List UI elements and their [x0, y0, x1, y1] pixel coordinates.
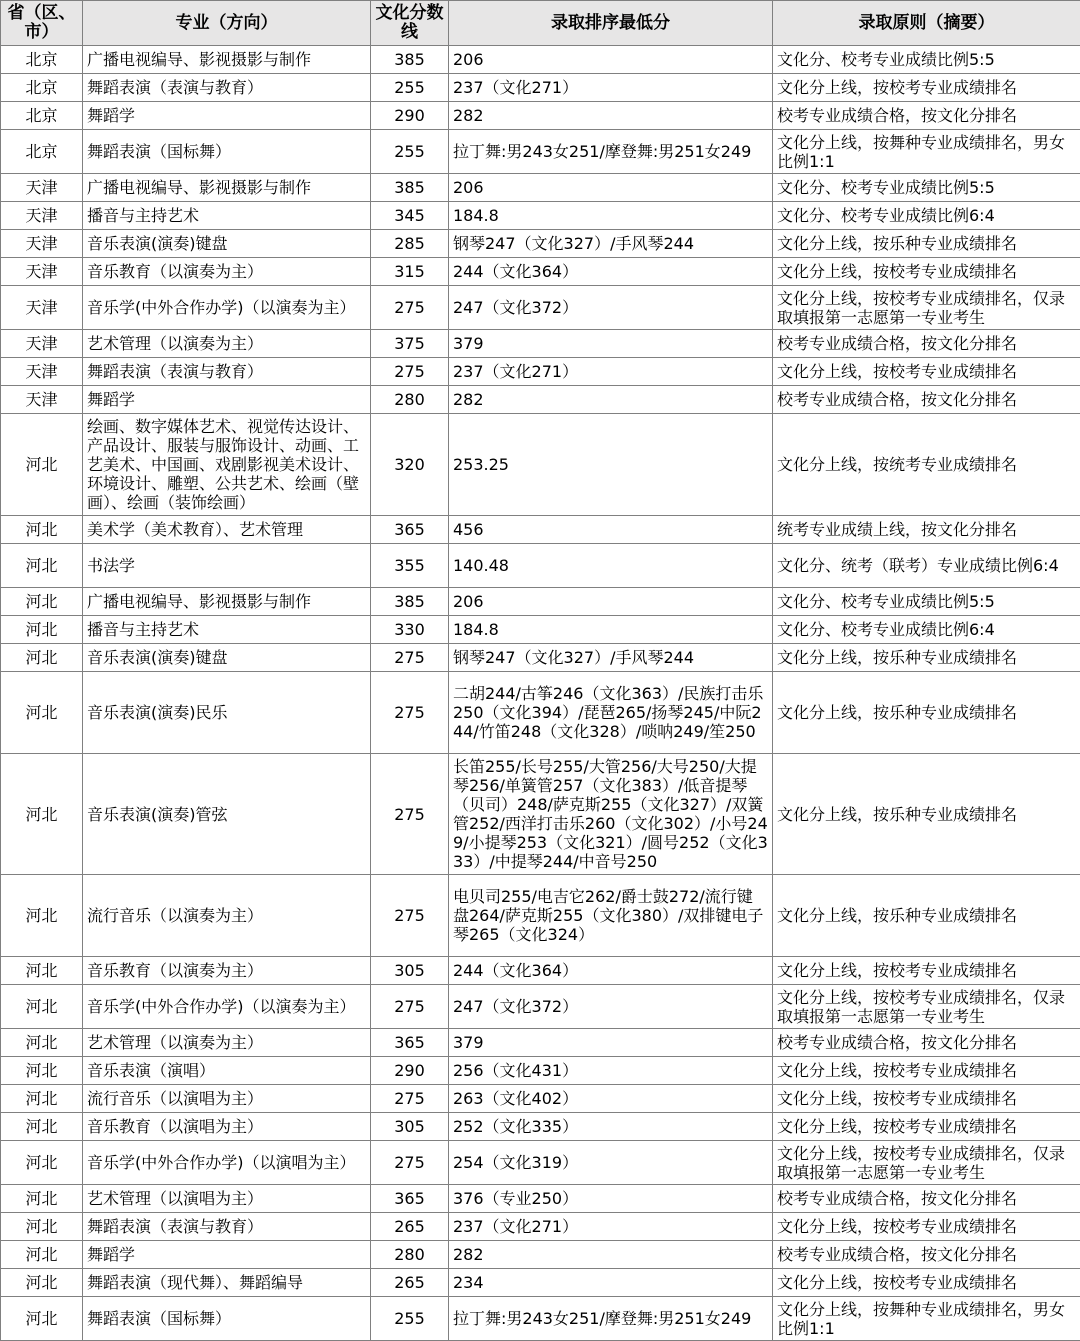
table-row [1, 516, 1080, 544]
cell-min-score: 140.48 [449, 544, 773, 588]
cell-principle: 校考专业成绩合格，按文化分排名 [773, 330, 1080, 358]
cell-min-score: 252（文化335） [449, 1113, 773, 1141]
cell-principle: 文化分上线，按舞种专业成绩排名，男女比例1:1 [773, 1297, 1080, 1341]
cell-major: 播音与主持艺术 [83, 202, 371, 230]
header-major: 专业（方向） [83, 1, 371, 46]
table-row [1, 672, 1080, 754]
cell-cutoff: 275 [371, 672, 449, 754]
cell-principle: 文化分上线，按校考专业成绩排名 [773, 258, 1080, 286]
cell-province: 河北 [1, 588, 83, 616]
cell-major: 广播电视编导、影视摄影与制作 [83, 174, 371, 202]
cell-min-score: 拉丁舞:男243女251/摩登舞:男251女249 [449, 1297, 773, 1341]
cell-principle: 文化分上线，按校考专业成绩排名 [773, 957, 1080, 985]
cell-cutoff: 280 [371, 386, 449, 414]
cell-cutoff: 290 [371, 102, 449, 130]
cell-cutoff: 275 [371, 985, 449, 1029]
table-row [1, 1113, 1080, 1141]
table-row [1, 616, 1080, 644]
cell-cutoff: 385 [371, 46, 449, 74]
cell-major: 舞蹈表演（国标舞） [83, 130, 371, 174]
cell-min-score: 256（文化431） [449, 1057, 773, 1085]
cell-cutoff: 355 [371, 544, 449, 588]
cell-principle: 文化分上线，按校考专业成绩排名 [773, 74, 1080, 102]
cell-principle: 校考专业成绩合格，按文化分排名 [773, 1029, 1080, 1057]
cell-major: 音乐学(中外合作办学)（以演奏为主） [83, 985, 371, 1029]
cell-major: 舞蹈学 [83, 386, 371, 414]
cell-province: 河北 [1, 1297, 83, 1341]
cell-major: 流行音乐（以演奏为主） [83, 875, 371, 957]
cell-province: 北京 [1, 102, 83, 130]
cell-major: 音乐学(中外合作办学)（以演唱为主） [83, 1141, 371, 1185]
table-row [1, 330, 1080, 358]
cell-province: 北京 [1, 74, 83, 102]
table-row [1, 985, 1080, 1029]
table-row [1, 1029, 1080, 1057]
cell-cutoff: 280 [371, 1241, 449, 1269]
cell-cutoff: 365 [371, 1185, 449, 1213]
cell-principle: 文化分、校考专业成绩比例5:5 [773, 588, 1080, 616]
cell-principle: 文化分上线，按乐种专业成绩排名 [773, 672, 1080, 754]
cell-cutoff: 275 [371, 644, 449, 672]
cell-principle: 文化分上线，按校考专业成绩排名 [773, 1085, 1080, 1113]
cell-principle: 文化分上线，按乐种专业成绩排名 [773, 644, 1080, 672]
table-row [1, 1241, 1080, 1269]
cell-major: 音乐学(中外合作办学)（以演奏为主） [83, 286, 371, 330]
cell-min-score: 206 [449, 46, 773, 74]
table-row [1, 1185, 1080, 1213]
cell-province: 河北 [1, 1029, 83, 1057]
cell-principle: 文化分上线，按校考专业成绩排名 [773, 1213, 1080, 1241]
cell-major: 艺术管理（以演奏为主） [83, 330, 371, 358]
cell-min-score: 244（文化364） [449, 258, 773, 286]
table-row [1, 875, 1080, 957]
cell-province: 天津 [1, 286, 83, 330]
table-row [1, 230, 1080, 258]
table-row [1, 1057, 1080, 1085]
cell-principle: 文化分上线，按校考专业成绩排名 [773, 358, 1080, 386]
cell-min-score: 184.8 [449, 202, 773, 230]
cell-principle: 校考专业成绩合格，按文化分排名 [773, 386, 1080, 414]
cell-cutoff: 275 [371, 875, 449, 957]
cell-cutoff: 305 [371, 957, 449, 985]
cell-province: 河北 [1, 1241, 83, 1269]
cell-major: 流行音乐（以演唱为主） [83, 1085, 371, 1113]
cell-principle: 校考专业成绩合格，按文化分排名 [773, 1185, 1080, 1213]
cell-cutoff: 275 [371, 1141, 449, 1185]
cell-province: 天津 [1, 358, 83, 386]
cell-major: 舞蹈表演（表演与教育） [83, 74, 371, 102]
cell-principle: 文化分上线，按舞种专业成绩排名，男女比例1:1 [773, 130, 1080, 174]
cell-major: 音乐教育（以演唱为主） [83, 1113, 371, 1141]
cell-province: 河北 [1, 1113, 83, 1141]
cell-province: 河北 [1, 414, 83, 516]
cell-cutoff: 255 [371, 130, 449, 174]
cell-major: 艺术管理（以演奏为主） [83, 1029, 371, 1057]
cell-cutoff: 375 [371, 330, 449, 358]
cell-major: 艺术管理（以演唱为主） [83, 1185, 371, 1213]
table-row [1, 588, 1080, 616]
cell-cutoff: 265 [371, 1269, 449, 1297]
cell-min-score: 184.8 [449, 616, 773, 644]
header-row [1, 1, 1080, 46]
cell-min-score: 钢琴247（文化327）/手风琴244 [449, 644, 773, 672]
cell-principle: 文化分上线，按乐种专业成绩排名 [773, 754, 1080, 875]
table-row [1, 414, 1080, 516]
cell-province: 河北 [1, 672, 83, 754]
cell-major: 音乐教育（以演奏为主） [83, 957, 371, 985]
cell-min-score: 282 [449, 1241, 773, 1269]
cell-cutoff: 255 [371, 1297, 449, 1341]
cell-major: 绘画、数字媒体艺术、视觉传达设计、产品设计、服装与服饰设计、动画、工艺美术、中国画、戏剧影视美术设计、环境设计、雕塑、公共艺术、绘画（壁画）、绘画（装饰绘画） [83, 414, 371, 516]
cell-cutoff: 330 [371, 616, 449, 644]
cell-cutoff: 365 [371, 516, 449, 544]
cell-province: 河北 [1, 516, 83, 544]
cell-min-score: 钢琴247（文化327）/手风琴244 [449, 230, 773, 258]
table-row [1, 1297, 1080, 1341]
cell-province: 天津 [1, 330, 83, 358]
cell-min-score: 263（文化402） [449, 1085, 773, 1113]
cell-principle: 文化分上线，按校考专业成绩排名 [773, 1113, 1080, 1141]
cell-min-score: 206 [449, 174, 773, 202]
cell-province: 北京 [1, 46, 83, 74]
cell-province: 天津 [1, 174, 83, 202]
cell-min-score: 247（文化372） [449, 286, 773, 330]
cell-major: 舞蹈学 [83, 1241, 371, 1269]
cell-major: 播音与主持艺术 [83, 616, 371, 644]
cell-min-score: 237（文化271） [449, 74, 773, 102]
cell-min-score: 电贝司255/电吉它262/爵士鼓272/流行键盘264/萨克斯255（文化380）/双排键电子琴265（文化324） [449, 875, 773, 957]
cell-cutoff: 255 [371, 74, 449, 102]
cell-min-score: 拉丁舞:男243女251/摩登舞:男251女249 [449, 130, 773, 174]
cell-major: 舞蹈表演（表演与教育） [83, 1213, 371, 1241]
cell-principle: 文化分、统考（联考）专业成绩比例6:4 [773, 544, 1080, 588]
cell-principle: 校考专业成绩合格，按文化分排名 [773, 102, 1080, 130]
cell-province: 天津 [1, 202, 83, 230]
cell-province: 河北 [1, 1057, 83, 1085]
cell-min-score: 282 [449, 386, 773, 414]
table-row [1, 174, 1080, 202]
cell-min-score: 二胡244/古筝246（文化363）/民族打击乐250（文化394）/琵琶265/扬琴245/中阮244/竹笛248（文化328）/唢呐249/笙250 [449, 672, 773, 754]
cell-province: 河北 [1, 875, 83, 957]
cell-principle: 文化分上线，按校考专业成绩排名，仅录取填报第一志愿第一专业考生 [773, 1141, 1080, 1185]
table-row [1, 358, 1080, 386]
cell-province: 河北 [1, 985, 83, 1029]
cell-province: 河北 [1, 644, 83, 672]
cell-province: 河北 [1, 1085, 83, 1113]
cell-principle: 文化分上线，按校考专业成绩排名，仅录取填报第一志愿第一专业考生 [773, 286, 1080, 330]
cell-major: 广播电视编导、影视摄影与制作 [83, 46, 371, 74]
cell-principle: 统考专业成绩上线，按文化分排名 [773, 516, 1080, 544]
cell-major: 音乐表演(演奏)民乐 [83, 672, 371, 754]
cell-cutoff: 320 [371, 414, 449, 516]
cell-province: 河北 [1, 1269, 83, 1297]
cell-min-score: 237（文化271） [449, 1213, 773, 1241]
cell-major: 舞蹈表演（国标舞） [83, 1297, 371, 1341]
table-row [1, 286, 1080, 330]
header-cutoff: 文化分数线 [371, 1, 449, 46]
table-row [1, 644, 1080, 672]
cell-min-score: 253.25 [449, 414, 773, 516]
cell-min-score: 244（文化364） [449, 957, 773, 985]
cell-province: 河北 [1, 1141, 83, 1185]
table-row [1, 1269, 1080, 1297]
cell-principle: 文化分、校考专业成绩比例6:4 [773, 616, 1080, 644]
cell-cutoff: 290 [371, 1057, 449, 1085]
table-row [1, 258, 1080, 286]
cell-cutoff: 275 [371, 1085, 449, 1113]
cell-major: 书法学 [83, 544, 371, 588]
cell-min-score: 376（专业250） [449, 1185, 773, 1213]
cell-cutoff: 315 [371, 258, 449, 286]
cell-principle: 文化分上线，按校考专业成绩排名 [773, 1269, 1080, 1297]
cell-province: 天津 [1, 386, 83, 414]
cell-min-score: 234 [449, 1269, 773, 1297]
cell-cutoff: 275 [371, 754, 449, 875]
table-row [1, 102, 1080, 130]
cell-principle: 文化分、校考专业成绩比例6:4 [773, 202, 1080, 230]
header-principle: 录取原则（摘要） [773, 1, 1080, 46]
table-row [1, 1141, 1080, 1185]
cell-min-score: 254（文化319） [449, 1141, 773, 1185]
cell-major: 美术学（美术教育）、艺术管理 [83, 516, 371, 544]
cell-major: 音乐表演（演唱） [83, 1057, 371, 1085]
cell-province: 河北 [1, 1213, 83, 1241]
cell-major: 广播电视编导、影视摄影与制作 [83, 588, 371, 616]
cell-province: 河北 [1, 957, 83, 985]
cell-cutoff: 275 [371, 286, 449, 330]
cell-principle: 文化分、校考专业成绩比例5:5 [773, 46, 1080, 74]
cell-cutoff: 345 [371, 202, 449, 230]
header-province: 省（区、市） [1, 1, 83, 46]
cell-principle: 校考专业成绩合格，按文化分排名 [773, 1241, 1080, 1269]
table-row [1, 1213, 1080, 1241]
cell-principle: 文化分上线，按统考专业成绩排名 [773, 414, 1080, 516]
cell-cutoff: 285 [371, 230, 449, 258]
cell-province: 天津 [1, 230, 83, 258]
cell-min-score: 282 [449, 102, 773, 130]
cell-province: 北京 [1, 130, 83, 174]
cell-province: 河北 [1, 1185, 83, 1213]
cell-cutoff: 265 [371, 1213, 449, 1241]
cell-major: 音乐表演(演奏)键盘 [83, 644, 371, 672]
cell-min-score: 237（文化271） [449, 358, 773, 386]
cell-major: 舞蹈学 [83, 102, 371, 130]
cell-min-score: 379 [449, 1029, 773, 1057]
cell-min-score: 206 [449, 588, 773, 616]
cell-principle: 文化分上线，按校考专业成绩排名，仅录取填报第一志愿第一专业考生 [773, 985, 1080, 1029]
cell-principle: 文化分上线，按乐种专业成绩排名 [773, 230, 1080, 258]
cell-cutoff: 365 [371, 1029, 449, 1057]
cell-principle: 文化分上线，按乐种专业成绩排名 [773, 875, 1080, 957]
table-row [1, 130, 1080, 174]
table-row [1, 74, 1080, 102]
cell-min-score: 456 [449, 516, 773, 544]
cell-min-score: 379 [449, 330, 773, 358]
cell-min-score: 长笛255/长号255/大管256/大号250/大提琴256/单簧管257（文化383）/低音提琴（贝司）248/萨克斯255（文化327）/双簧管252/西洋打击乐260（文化302）/小号249/小提琴253（文化321）/圆号252（文化333）/中提琴244/中音号250 [449, 754, 773, 875]
cell-cutoff: 275 [371, 358, 449, 386]
cell-major: 舞蹈表演（现代舞）、舞蹈编导 [83, 1269, 371, 1297]
table-row [1, 386, 1080, 414]
cell-cutoff: 385 [371, 174, 449, 202]
table-row [1, 754, 1080, 875]
cell-cutoff: 305 [371, 1113, 449, 1141]
cell-province: 河北 [1, 754, 83, 875]
table-row [1, 1085, 1080, 1113]
cell-province: 天津 [1, 258, 83, 286]
cell-major: 音乐教育（以演奏为主） [83, 258, 371, 286]
table-row [1, 544, 1080, 588]
table-row [1, 202, 1080, 230]
cell-principle: 文化分、校考专业成绩比例5:5 [773, 174, 1080, 202]
header-min-score: 录取排序最低分 [449, 1, 773, 46]
table-row [1, 957, 1080, 985]
cell-principle: 文化分上线，按校考专业成绩排名 [773, 1057, 1080, 1085]
table-row [1, 46, 1080, 74]
cell-cutoff: 385 [371, 588, 449, 616]
cell-major: 舞蹈表演（表演与教育） [83, 358, 371, 386]
cell-province: 河北 [1, 616, 83, 644]
cell-major: 音乐表演(演奏)管弦 [83, 754, 371, 875]
cell-min-score: 247（文化372） [449, 985, 773, 1029]
cell-province: 河北 [1, 544, 83, 588]
cell-major: 音乐表演(演奏)键盘 [83, 230, 371, 258]
